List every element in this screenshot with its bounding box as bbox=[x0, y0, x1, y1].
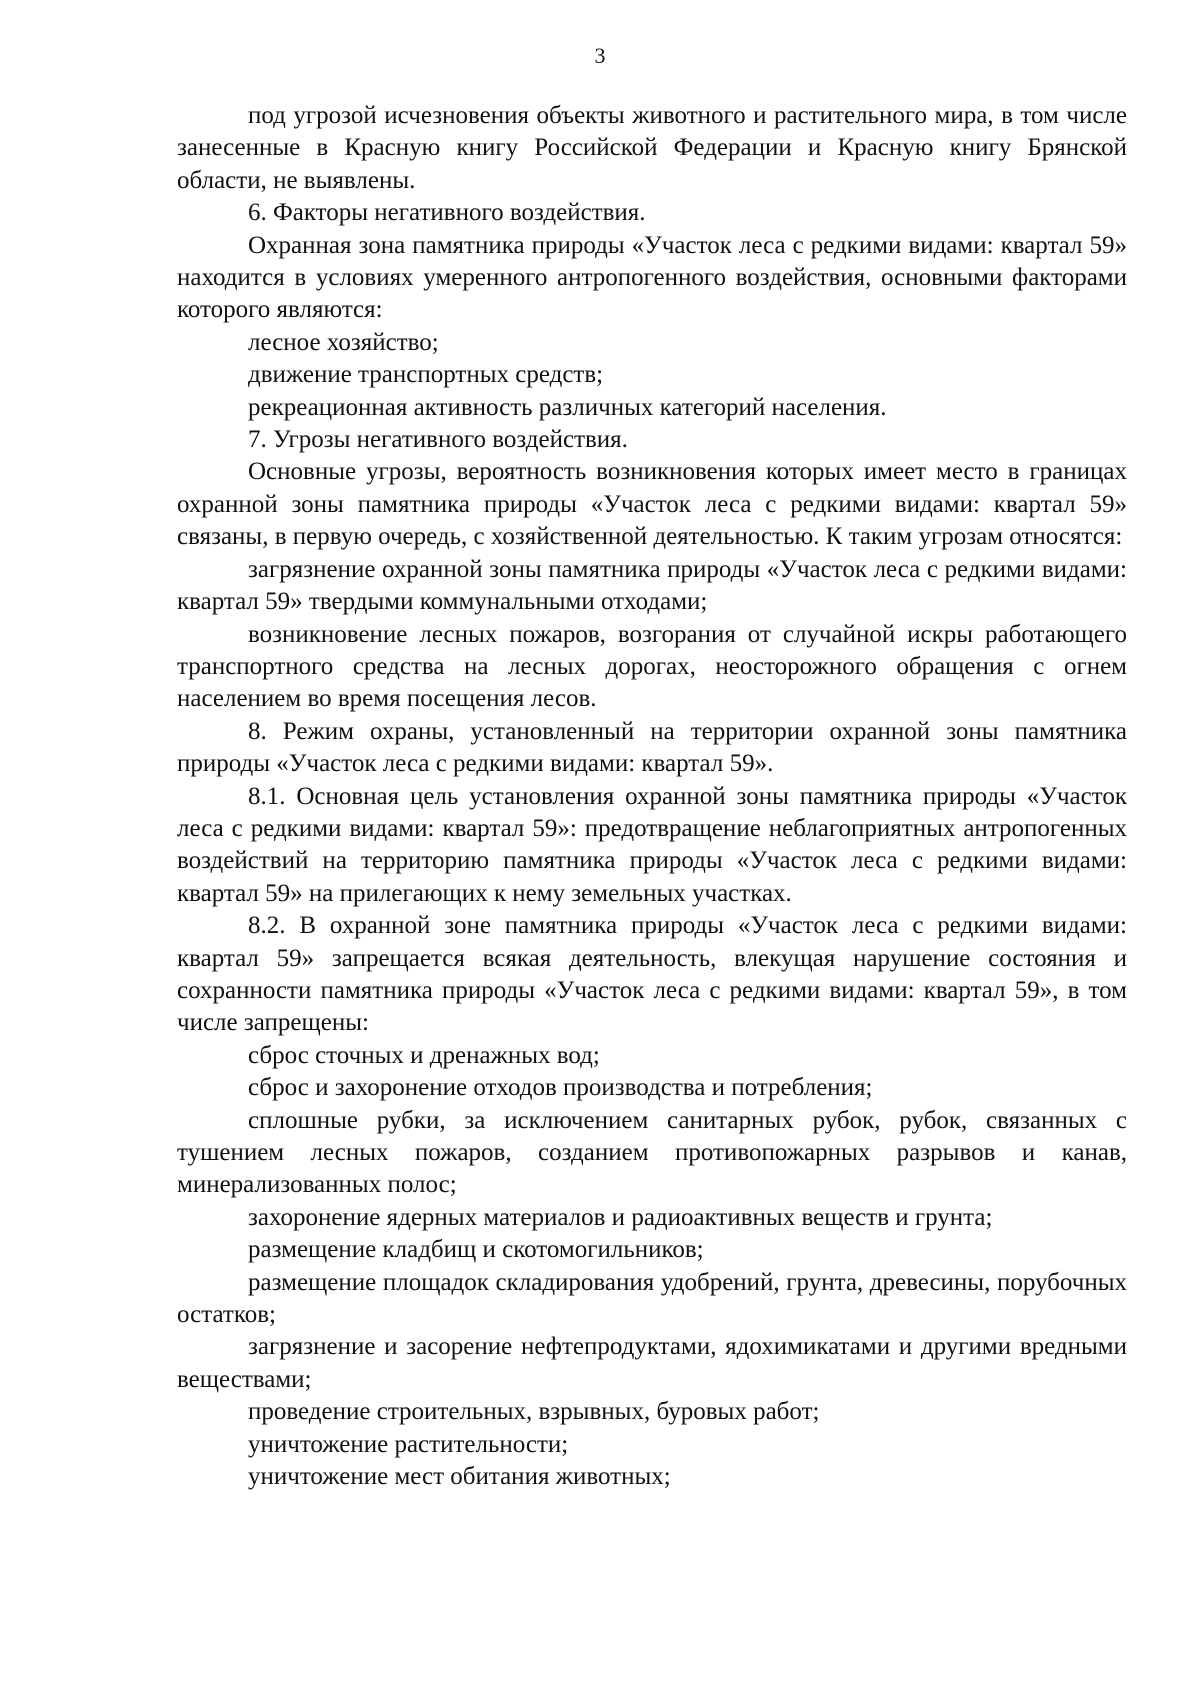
paragraph: 8.1. Основная цель установления охранной зоны памятника природы «Участок леса с редкими видами: квартал 59»: предотвращение неблагоприятных антропогенных воздействий на территорию памятника природы «Участок леса с редкими видами: квартал 59» на прилегающих к нему земельных участках. bbox=[177, 782, 1127, 907]
paragraph: размещение кладбищ и скотомогильников; bbox=[248, 1236, 704, 1264]
paragraph: Основные угрозы, вероятность возникновения которых имеет место в границах охранной зоны памятника природы «Участок леса с редкими видами: квартал 59» связаны, в первую очередь, с хозяйственной деятельностью. К таким угрозам относятся: bbox=[177, 458, 1127, 551]
document-body bbox=[177, 100, 1127, 1493]
paragraph: захоронение ядерных материалов и радиоактивных веществ и грунта; bbox=[248, 1203, 993, 1231]
paragraph: сплошные рубки, за исключением санитарных рубок, рубок, связанных с тушением лесных пожаров, созданием противопожарных разрывов и канав, минерализованных полос; bbox=[177, 1106, 1127, 1199]
paragraph: 7. Угрозы негативного воздействия. bbox=[248, 426, 628, 454]
paragraph: лесное хозяйство; bbox=[248, 328, 439, 356]
paragraph: 6. Факторы негативного воздействия. bbox=[248, 199, 646, 227]
paragraph: уничтожение мест обитания животных; bbox=[248, 1463, 671, 1491]
paragraph: Охранная зона памятника природы «Участок леса с редкими видами: квартал 59» находится в условиях умеренного антропогенного воздействия, основными факторами которого являются: bbox=[177, 231, 1127, 324]
paragraph: проведение строительных, взрывных, буровых работ; bbox=[248, 1398, 820, 1426]
paragraph: движение транспортных средств; bbox=[248, 361, 604, 389]
paragraph: сброс сточных и дренажных вод; bbox=[248, 1041, 600, 1069]
paragraph: сброс и захоронение отходов производства и потребления; bbox=[248, 1074, 873, 1102]
paragraph: размещение площадок складирования удобрений, грунта, древесины, порубочных остатков; bbox=[177, 1268, 1127, 1329]
paragraph: загрязнение охранной зоны памятника природы «Участок леса с редкими видами: квартал 59» твердыми коммунальными отходами; bbox=[177, 555, 1127, 616]
paragraph: уничтожение растительности; bbox=[248, 1430, 569, 1458]
paragraph: рекреационная активность различных категорий населения. bbox=[248, 393, 887, 421]
paragraph: под угрозой исчезновения объекты животного и растительного мира, в том числе занесенные в Красную книгу Российской Федерации и Красную книгу Брянской области, не выявлены. bbox=[177, 102, 1127, 194]
paragraph: 8.2. В охранной зоне памятника природы «Участок леса с редкими видами: квартал 59» запрещается всякая деятельность, влекущая нарушение состояния и сохранности памятника природы «Участок леса с редкими видами: квартал 59», в том числе запрещены: bbox=[177, 912, 1127, 1037]
paragraph: 8. Режим охраны, установленный на территории охранной зоны памятника природы «Участок леса с редкими видами: квартал 59». bbox=[177, 717, 1127, 778]
paragraph: загрязнение и засорение нефтепродуктами, ядохимикатами и другими вредными веществами; bbox=[177, 1333, 1127, 1393]
paragraph: возникновение лесных пожаров, возгорания от случайной искры работающего транспортного средства на лесных дорогах, неосторожного обращения с огнем населением во время посещения лесов. bbox=[177, 620, 1127, 713]
page-number: 3 bbox=[594, 43, 606, 68]
